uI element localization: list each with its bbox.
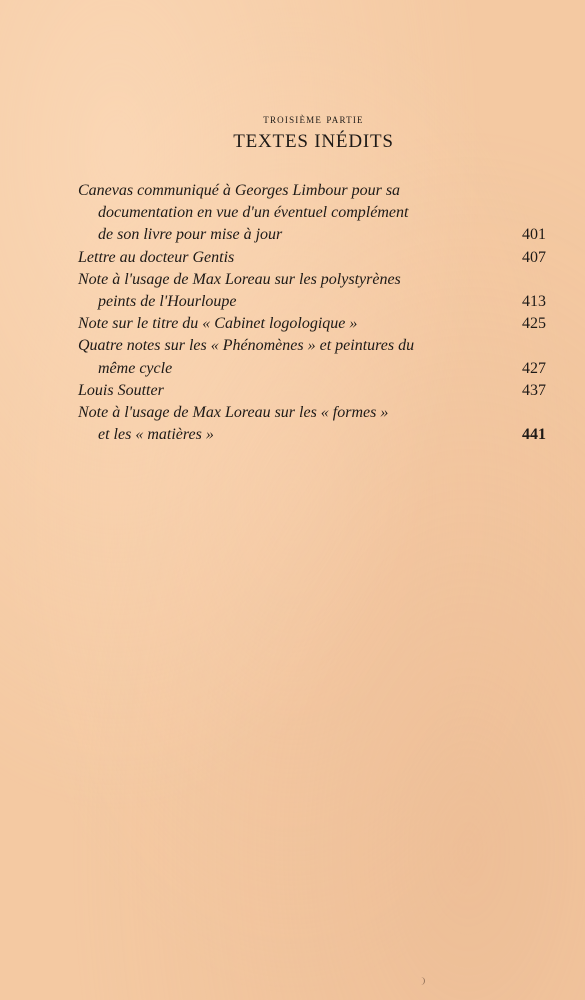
toc-page-number: 401 [522, 226, 546, 244]
toc-entry-line: documentation en vue d'un éventuel complément [98, 204, 409, 222]
toc-page-number: 413 [522, 293, 546, 311]
toc-entry [78, 247, 546, 269]
toc-entry [78, 269, 546, 313]
toc-entry [78, 313, 546, 335]
toc-entry-line: peints de l'Hourloupe [98, 293, 237, 311]
toc-entry-line: Note à l'usage de Max Loreau sur les polystyrènes [78, 270, 401, 288]
toc-entry [78, 335, 546, 379]
toc-page-number: 441 [522, 426, 546, 444]
toc-entry-line: Louis Soutter [78, 381, 164, 399]
section-title: TEXTES INÉDITS [233, 131, 394, 152]
toc-page-number: 407 [522, 248, 546, 266]
toc-entry-line: Note à l'usage de Max Loreau sur les « formes » [78, 404, 389, 422]
toc-page-number: 427 [522, 359, 546, 377]
table-of-contents [78, 180, 546, 446]
toc-entry-line: Quatre notes sur les « Phénomènes » et peintures du [78, 337, 415, 355]
toc-entry-line: Note sur le titre du « Cabinet logologique » [78, 315, 358, 333]
toc-entry-line: Canevas communiqué à Georges Limbour pour sa [78, 182, 401, 199]
toc-page-number: 437 [522, 381, 546, 399]
paper-mark [420, 977, 425, 985]
toc-entry [78, 402, 546, 446]
part-label: troisième partie [263, 112, 364, 126]
toc-page-number: 425 [522, 315, 546, 333]
toc-entry-line: Lettre au docteur Gentis [78, 248, 235, 266]
toc-entry-line: même cycle [98, 359, 173, 377]
toc-entry-line: de son livre pour mise à jour [98, 226, 283, 244]
toc-entry [78, 380, 546, 402]
toc-entry [78, 180, 546, 247]
toc-entry-line: et les « matières » [98, 426, 214, 444]
